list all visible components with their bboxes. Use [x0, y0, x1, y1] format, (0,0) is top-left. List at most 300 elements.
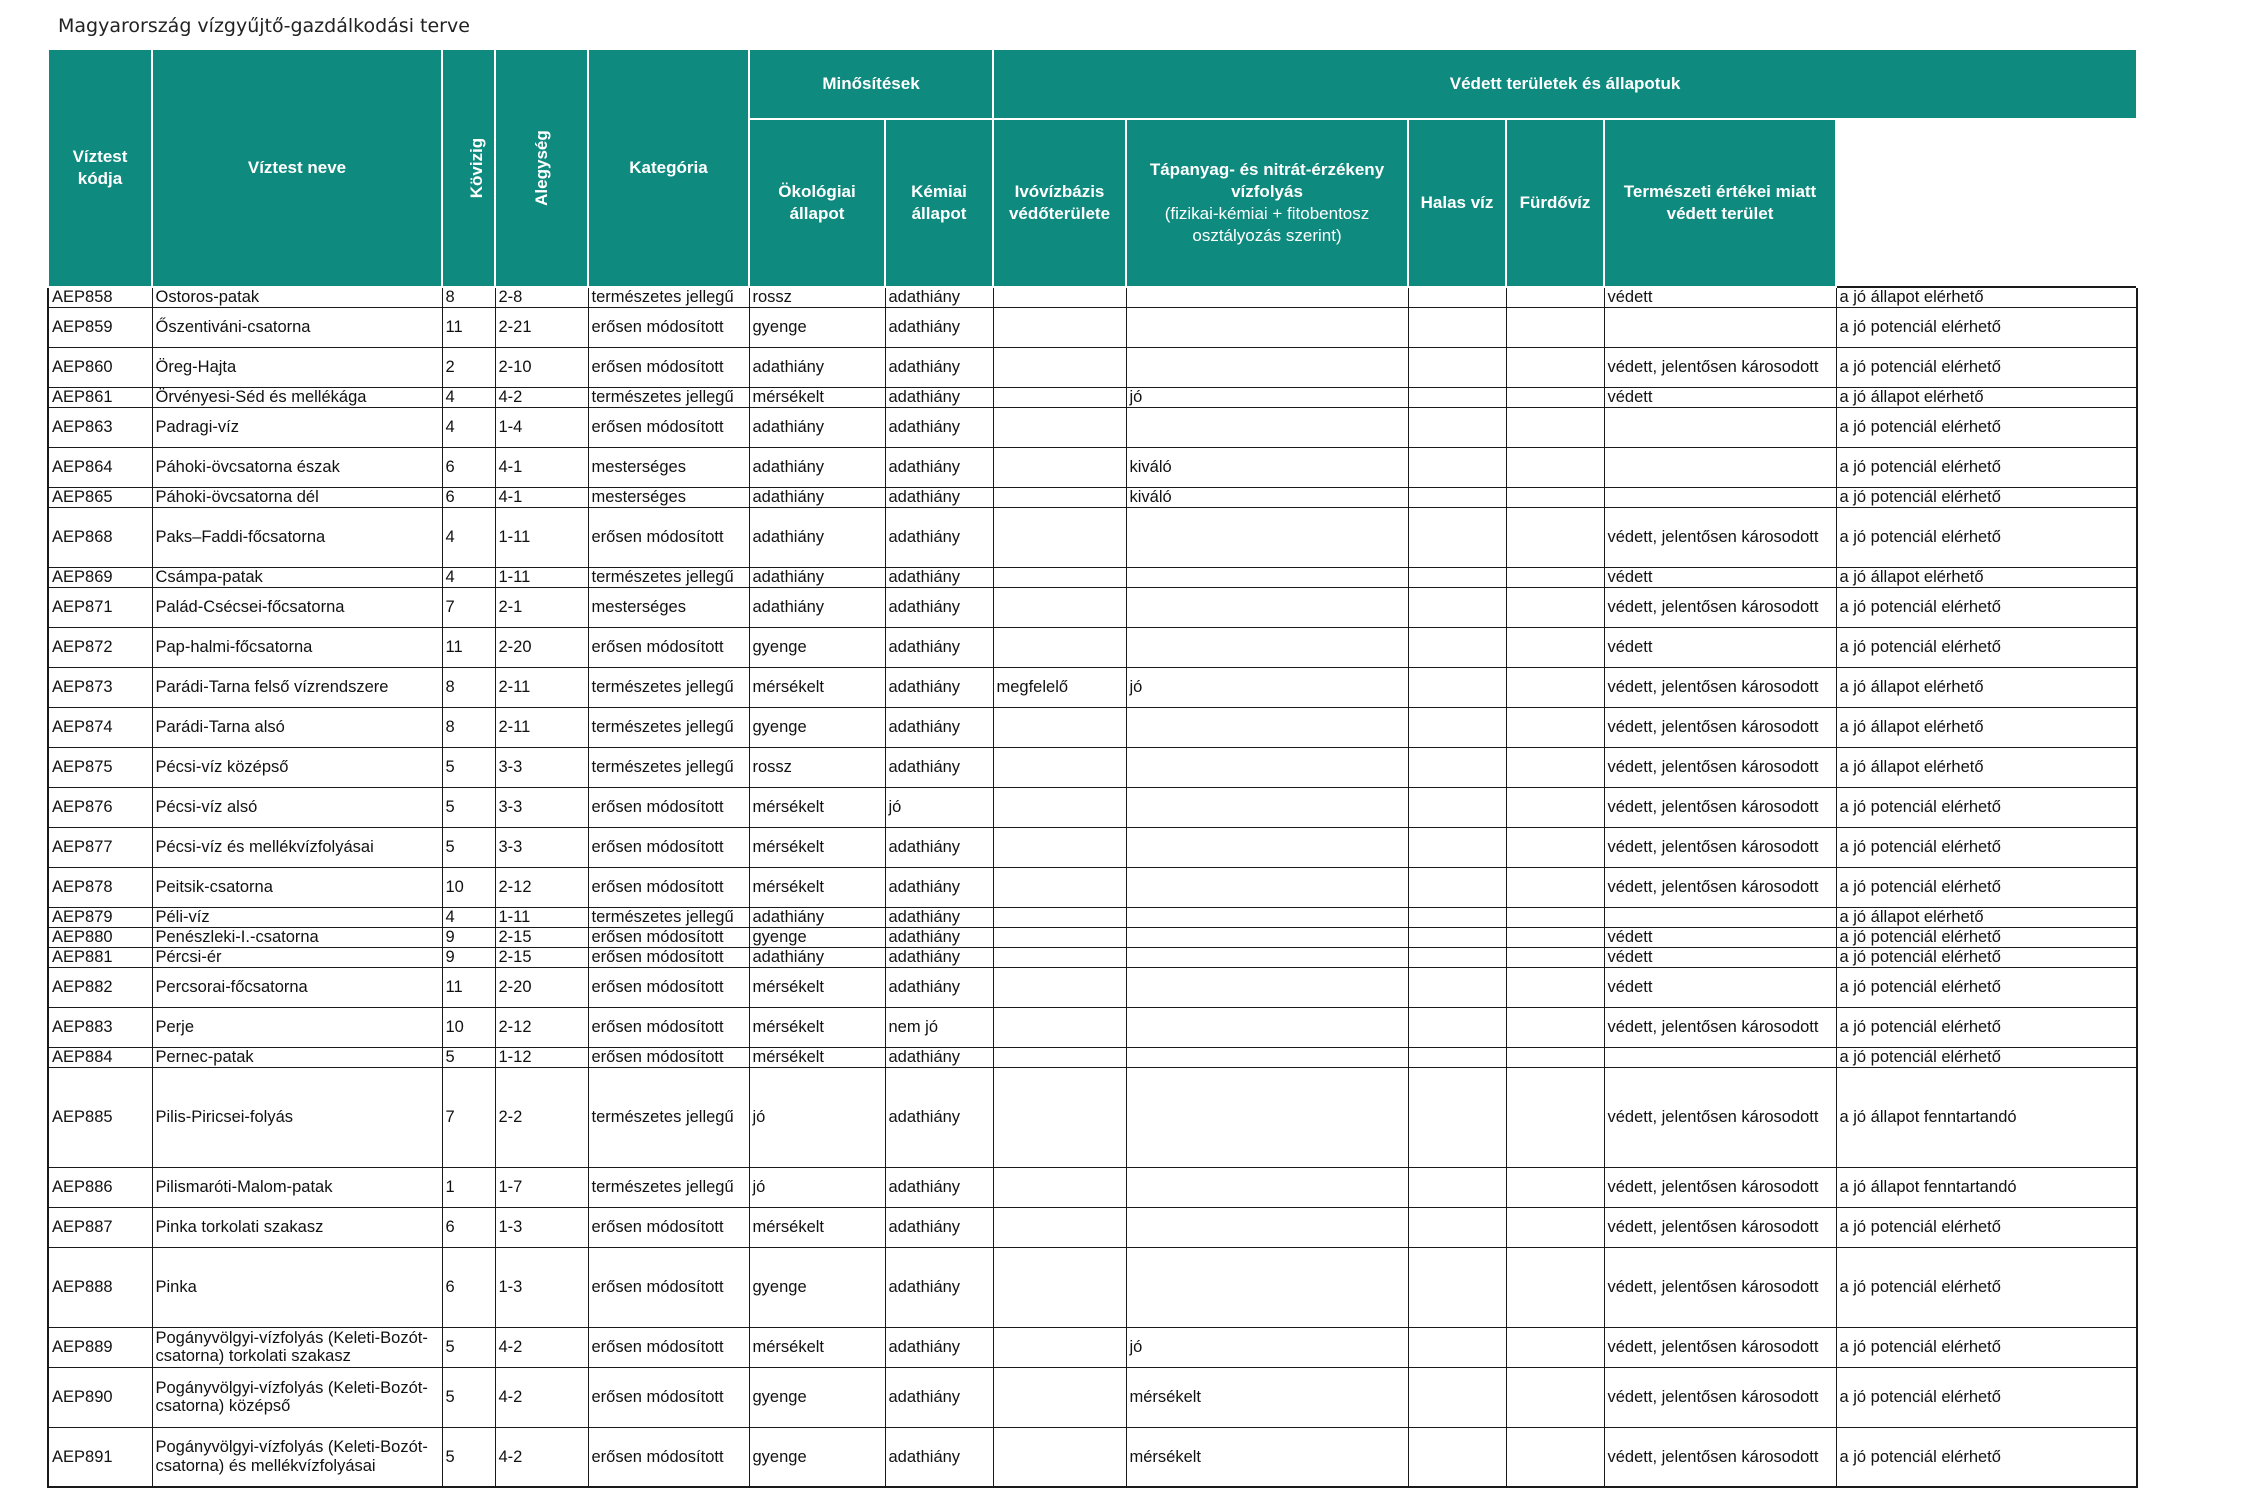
cell-alegyseg: 1-11: [495, 567, 588, 587]
cell-okologiai: rossz: [749, 287, 885, 307]
cell-name: Pernec-patak: [152, 1047, 442, 1067]
table-row: [48, 1007, 2137, 1047]
cell-cel: a jó állapot elérhető: [1836, 907, 2137, 927]
cell-tapanyag: [1126, 907, 1408, 927]
cell-alegyseg: 1-11: [495, 507, 588, 567]
cell-tapanyag: [1126, 967, 1408, 1007]
cell-cel: a jó potenciál elérhető: [1836, 627, 2137, 667]
cell-alegyseg: 2-15: [495, 947, 588, 967]
table-row: [48, 1067, 2137, 1167]
cell-furdo: [1506, 1427, 1604, 1487]
cell-furdo: [1506, 347, 1604, 387]
cell-cel: a jó állapot elérhető: [1836, 287, 2137, 307]
cell-okologiai: mérsékelt: [749, 667, 885, 707]
cell-ivoviz: [993, 1007, 1126, 1047]
cell-kategoria: erősen módosított: [588, 347, 749, 387]
table-row: [48, 1367, 2137, 1427]
cell-kemiai: adathiány: [885, 507, 993, 567]
cell-okologiai: gyenge: [749, 1247, 885, 1327]
cell-ivoviz: [993, 347, 1126, 387]
cell-name: Pogányvölgyi-vízfolyás (Keleti-Bozót-csatorna) és mellékvízfolyásai: [152, 1427, 442, 1487]
table-row: [48, 907, 2137, 927]
cell-kovizig: 6: [442, 447, 495, 487]
cell-code: AEP884: [48, 1047, 152, 1067]
cell-kategoria: erősen módosított: [588, 1247, 749, 1327]
cell-name: Pap-halmi-főcsatorna: [152, 627, 442, 667]
cell-cel: a jó állapot fenntartandó: [1836, 1167, 2137, 1207]
cell-tapanyag: [1126, 827, 1408, 867]
cell-furdo: [1506, 747, 1604, 787]
cell-halas: [1408, 587, 1506, 627]
cell-cel: a jó potenciál elérhető: [1836, 487, 2137, 507]
cell-kemiai: adathiány: [885, 347, 993, 387]
cell-halas: [1408, 707, 1506, 747]
cell-code: AEP878: [48, 867, 152, 907]
header-name: Víztest neve: [152, 49, 442, 287]
cell-kategoria: erősen módosított: [588, 827, 749, 867]
cell-furdo: [1506, 947, 1604, 967]
cell-okologiai: adathiány: [749, 947, 885, 967]
cell-kemiai: adathiány: [885, 447, 993, 487]
cell-ivoviz: [993, 747, 1126, 787]
cell-alegyseg: 4-1: [495, 487, 588, 507]
cell-kategoria: természetes jellegű: [588, 907, 749, 927]
cell-tapanyag: [1126, 947, 1408, 967]
cell-termeszeti: védett: [1604, 927, 1836, 947]
cell-kovizig: 4: [442, 387, 495, 407]
cell-halas: [1408, 667, 1506, 707]
water-body-table: [47, 48, 2242, 1488]
cell-termeszeti: védett, jelentősen károsodott: [1604, 347, 1836, 387]
cell-cel: a jó potenciál elérhető: [1836, 1327, 2137, 1367]
table-row: [48, 487, 2137, 507]
cell-alegyseg: 2-10: [495, 347, 588, 387]
header-okologiai: Ökológiai állapot: [749, 119, 885, 287]
cell-okologiai: gyenge: [749, 707, 885, 747]
cell-name: Parádi-Tarna alsó: [152, 707, 442, 747]
cell-termeszeti: védett, jelentősen károsodott: [1604, 587, 1836, 627]
cell-code: AEP891: [48, 1427, 152, 1487]
table-row: [48, 447, 2137, 487]
cell-kovizig: 11: [442, 967, 495, 1007]
cell-halas: [1408, 1207, 1506, 1247]
cell-alegyseg: 3-3: [495, 787, 588, 827]
cell-code: AEP871: [48, 587, 152, 627]
table-row: [48, 1207, 2137, 1247]
cell-kategoria: természetes jellegű: [588, 667, 749, 707]
cell-cel: a jó potenciál elérhető: [1836, 507, 2137, 567]
cell-code: AEP882: [48, 967, 152, 1007]
cell-furdo: [1506, 387, 1604, 407]
cell-name: Pogányvölgyi-vízfolyás (Keleti-Bozót-csatorna) középső: [152, 1367, 442, 1427]
cell-name: Pécsi-víz középső: [152, 747, 442, 787]
cell-alegyseg: 1-7: [495, 1167, 588, 1207]
cell-okologiai: gyenge: [749, 627, 885, 667]
cell-name: Pécsi-víz alsó: [152, 787, 442, 827]
cell-furdo: [1506, 1367, 1604, 1427]
cell-okologiai: gyenge: [749, 1427, 885, 1487]
cell-tapanyag: [1126, 347, 1408, 387]
cell-termeszeti: védett, jelentősen károsodott: [1604, 1247, 1836, 1327]
cell-alegyseg: 2-21: [495, 307, 588, 347]
cell-kategoria: erősen módosított: [588, 1327, 749, 1367]
cell-kovizig: 5: [442, 1047, 495, 1067]
cell-name: Pilis-Piricsei-folyás: [152, 1067, 442, 1167]
cell-cel: a jó potenciál elérhető: [1836, 787, 2137, 827]
cell-furdo: [1506, 827, 1604, 867]
cell-name: Csámpa-patak: [152, 567, 442, 587]
cell-okologiai: rossz: [749, 747, 885, 787]
cell-termeszeti: [1604, 307, 1836, 347]
cell-ivoviz: [993, 1047, 1126, 1067]
table-row: [48, 1427, 2137, 1487]
cell-kovizig: 8: [442, 707, 495, 747]
cell-okologiai: jó: [749, 1067, 885, 1167]
cell-kemiai: adathiány: [885, 1207, 993, 1247]
cell-furdo: [1506, 967, 1604, 1007]
cell-halas: [1408, 1167, 1506, 1207]
cell-name: Paks–Faddi-főcsatorna: [152, 507, 442, 567]
cell-furdo: [1506, 567, 1604, 587]
cell-okologiai: adathiány: [749, 407, 885, 447]
cell-tapanyag: [1126, 927, 1408, 947]
cell-okologiai: adathiány: [749, 487, 885, 507]
table-row: [48, 587, 2137, 627]
cell-okologiai: gyenge: [749, 1367, 885, 1427]
cell-ivoviz: [993, 407, 1126, 447]
cell-ivoviz: [993, 827, 1126, 867]
cell-ivoviz: [993, 447, 1126, 487]
cell-kategoria: erősen módosított: [588, 967, 749, 1007]
cell-tapanyag: jó: [1126, 1327, 1408, 1367]
cell-kemiai: adathiány: [885, 967, 993, 1007]
cell-code: AEP874: [48, 707, 152, 747]
header-vedett: Védett területek és állapotuk: [993, 49, 2137, 119]
cell-alegyseg: 1-3: [495, 1247, 588, 1327]
cell-alegyseg: 2-11: [495, 707, 588, 747]
cell-cel: a jó potenciál elérhető: [1836, 587, 2137, 627]
cell-name: Padragi-víz: [152, 407, 442, 447]
cell-kovizig: 5: [442, 1427, 495, 1487]
cell-name: Páhoki-övcsatorna észak: [152, 447, 442, 487]
cell-code: AEP872: [48, 627, 152, 667]
cell-name: Penészleki-I.-csatorna: [152, 927, 442, 947]
cell-ivoviz: [993, 507, 1126, 567]
cell-furdo: [1506, 1167, 1604, 1207]
cell-okologiai: mérsékelt: [749, 867, 885, 907]
cell-okologiai: mérsékelt: [749, 1327, 885, 1367]
cell-tapanyag: kiváló: [1126, 487, 1408, 507]
cell-alegyseg: 4-2: [495, 387, 588, 407]
cell-cel: a jó potenciál elérhető: [1836, 347, 2137, 387]
cell-code: AEP883: [48, 1007, 152, 1047]
cell-alegyseg: 2-2: [495, 1067, 588, 1167]
cell-kemiai: adathiány: [885, 1367, 993, 1427]
cell-kemiai: adathiány: [885, 307, 993, 347]
cell-ivoviz: [993, 287, 1126, 307]
table-row: [48, 287, 2137, 307]
cell-alegyseg: 1-12: [495, 1047, 588, 1067]
cell-cel: a jó potenciál elérhető: [1836, 967, 2137, 1007]
cell-kovizig: 5: [442, 747, 495, 787]
cell-furdo: [1506, 1047, 1604, 1067]
cell-ivoviz: [993, 787, 1126, 827]
cell-kemiai: adathiány: [885, 407, 993, 447]
cell-ivoviz: [993, 967, 1126, 1007]
cell-code: AEP877: [48, 827, 152, 867]
cell-termeszeti: védett, jelentősen károsodott: [1604, 507, 1836, 567]
cell-tapanyag: mérsékelt: [1126, 1427, 1408, 1487]
cell-kemiai: adathiány: [885, 387, 993, 407]
cell-halas: [1408, 1247, 1506, 1327]
cell-termeszeti: védett, jelentősen károsodott: [1604, 1367, 1836, 1427]
cell-code: AEP868: [48, 507, 152, 567]
cell-tapanyag: [1126, 1047, 1408, 1067]
cell-name: Öreg-Hajta: [152, 347, 442, 387]
cell-tapanyag: jó: [1126, 387, 1408, 407]
header-kemiai: Kémiai állapot: [885, 119, 993, 287]
cell-alegyseg: 3-3: [495, 827, 588, 867]
cell-code: AEP887: [48, 1207, 152, 1247]
cell-cel: a jó potenciál elérhető: [1836, 407, 2137, 447]
cell-kemiai: adathiány: [885, 1047, 993, 1067]
cell-cel: a jó potenciál elérhető: [1836, 867, 2137, 907]
cell-kategoria: erősen módosított: [588, 1047, 749, 1067]
cell-alegyseg: 4-2: [495, 1367, 588, 1427]
cell-furdo: [1506, 447, 1604, 487]
header-halas: Halas víz: [1408, 119, 1506, 287]
cell-termeszeti: védett, jelentősen károsodott: [1604, 1067, 1836, 1167]
cell-cel: a jó állapot fenntartandó: [1836, 1067, 2137, 1167]
cell-tapanyag: [1126, 1067, 1408, 1167]
table-row: [48, 1327, 2137, 1367]
cell-tapanyag: [1126, 627, 1408, 667]
cell-halas: [1408, 407, 1506, 447]
cell-code: AEP859: [48, 307, 152, 347]
cell-alegyseg: 3-3: [495, 747, 588, 787]
cell-code: AEP885: [48, 1067, 152, 1167]
cell-furdo: [1506, 1007, 1604, 1047]
cell-kategoria: erősen módosított: [588, 867, 749, 907]
cell-name: Péli-víz: [152, 907, 442, 927]
cell-termeszeti: védett, jelentősen károsodott: [1604, 747, 1836, 787]
cell-kovizig: 11: [442, 307, 495, 347]
cell-tapanyag: [1126, 867, 1408, 907]
cell-kategoria: erősen módosított: [588, 927, 749, 947]
cell-name: Perje: [152, 1007, 442, 1047]
cell-code: AEP886: [48, 1167, 152, 1207]
cell-cel: a jó állapot elérhető: [1836, 747, 2137, 787]
cell-halas: [1408, 307, 1506, 347]
cell-furdo: [1506, 927, 1604, 947]
cell-kovizig: 1: [442, 1167, 495, 1207]
cell-okologiai: mérsékelt: [749, 827, 885, 867]
cell-termeszeti: védett, jelentősen károsodott: [1604, 787, 1836, 827]
document-title: Magyarország vízgyűjtő-gazdálkodási terve: [58, 15, 470, 37]
cell-halas: [1408, 1067, 1506, 1167]
cell-kemiai: adathiány: [885, 907, 993, 927]
cell-cel: a jó potenciál elérhető: [1836, 1367, 2137, 1427]
cell-ivoviz: megfelelő: [993, 667, 1126, 707]
table-row: [48, 747, 2137, 787]
cell-kategoria: erősen módosított: [588, 307, 749, 347]
cell-okologiai: mérsékelt: [749, 1047, 885, 1067]
cell-ivoviz: [993, 587, 1126, 627]
cell-code: AEP890: [48, 1367, 152, 1427]
cell-furdo: [1506, 487, 1604, 507]
cell-ivoviz: [993, 487, 1126, 507]
cell-halas: [1408, 487, 1506, 507]
cell-alegyseg: 1-11: [495, 907, 588, 927]
cell-kemiai: adathiány: [885, 1247, 993, 1327]
cell-tapanyag: [1126, 1007, 1408, 1047]
cell-name: Páhoki-övcsatorna dél: [152, 487, 442, 507]
cell-code: AEP865: [48, 487, 152, 507]
table-row: [48, 627, 2137, 667]
cell-cel: a jó potenciál elérhető: [1836, 827, 2137, 867]
cell-kovizig: 9: [442, 947, 495, 967]
cell-kovizig: 6: [442, 1247, 495, 1327]
table-row: [48, 307, 2137, 347]
cell-kovizig: 9: [442, 927, 495, 947]
cell-termeszeti: védett, jelentősen károsodott: [1604, 867, 1836, 907]
cell-ivoviz: [993, 627, 1126, 667]
cell-cel: a jó állapot elérhető: [1836, 667, 2137, 707]
cell-furdo: [1506, 407, 1604, 447]
cell-termeszeti: védett, jelentősen károsodott: [1604, 1167, 1836, 1207]
cell-name: Parádi-Tarna felső vízrendszere: [152, 667, 442, 707]
cell-tapanyag: [1126, 1167, 1408, 1207]
cell-kemiai: adathiány: [885, 667, 993, 707]
cell-kemiai: jó: [885, 787, 993, 827]
cell-name: Pinka torkolati szakasz: [152, 1207, 442, 1247]
cell-code: AEP858: [48, 287, 152, 307]
table-row: [48, 867, 2137, 907]
cell-termeszeti: [1604, 487, 1836, 507]
cell-ivoviz: [993, 1167, 1126, 1207]
cell-kovizig: 7: [442, 587, 495, 627]
cell-kemiai: adathiány: [885, 1327, 993, 1367]
cell-kemiai: adathiány: [885, 1427, 993, 1487]
cell-code: AEP864: [48, 447, 152, 487]
cell-name: Ostoros-patak: [152, 287, 442, 307]
cell-okologiai: adathiány: [749, 447, 885, 487]
cell-ivoviz: [993, 927, 1126, 947]
cell-okologiai: adathiány: [749, 907, 885, 927]
cell-halas: [1408, 1327, 1506, 1367]
cell-alegyseg: 4-2: [495, 1327, 588, 1367]
cell-tapanyag: [1126, 1247, 1408, 1327]
cell-code: AEP876: [48, 787, 152, 827]
cell-halas: [1408, 747, 1506, 787]
cell-furdo: [1506, 867, 1604, 907]
cell-kovizig: 11: [442, 627, 495, 667]
cell-kovizig: 4: [442, 907, 495, 927]
cell-code: AEP889: [48, 1327, 152, 1367]
cell-name: Pércsi-ér: [152, 947, 442, 967]
cell-tapanyag: [1126, 287, 1408, 307]
cell-kemiai: adathiány: [885, 587, 993, 627]
cell-kategoria: természetes jellegű: [588, 747, 749, 787]
cell-kovizig: 5: [442, 827, 495, 867]
cell-code: AEP888: [48, 1247, 152, 1327]
cell-halas: [1408, 927, 1506, 947]
cell-furdo: [1506, 307, 1604, 347]
header-tapanyag-title: Tápanyag- és nitrát-érzékeny vízfolyás: [1149, 159, 1385, 201]
cell-kategoria: természetes jellegű: [588, 387, 749, 407]
cell-termeszeti: védett, jelentősen károsodott: [1604, 667, 1836, 707]
cell-kemiai: adathiány: [885, 827, 993, 867]
cell-kemiai: adathiány: [885, 1067, 993, 1167]
cell-code: AEP860: [48, 347, 152, 387]
cell-alegyseg: 2-12: [495, 1007, 588, 1047]
cell-okologiai: mérsékelt: [749, 1207, 885, 1247]
cell-cel: a jó potenciál elérhető: [1836, 1007, 2137, 1047]
cell-termeszeti: védett: [1604, 627, 1836, 667]
cell-okologiai: adathiány: [749, 507, 885, 567]
header-termeszeti: Természeti értékei miatt védett terület: [1604, 119, 1836, 287]
cell-kovizig: 8: [442, 287, 495, 307]
cell-kategoria: mesterséges: [588, 487, 749, 507]
header-code: Víztest kódja: [48, 49, 152, 287]
cell-okologiai: mérsékelt: [749, 387, 885, 407]
cell-termeszeti: védett, jelentősen károsodott: [1604, 1427, 1836, 1487]
cell-ivoviz: [993, 907, 1126, 927]
cell-termeszeti: védett, jelentősen károsodott: [1604, 1007, 1836, 1047]
cell-ivoviz: [993, 707, 1126, 747]
cell-kovizig: 4: [442, 507, 495, 567]
cell-cel: a jó potenciál elérhető: [1836, 307, 2137, 347]
cell-cel: a jó potenciál elérhető: [1836, 947, 2137, 967]
cell-furdo: [1506, 627, 1604, 667]
cell-termeszeti: védett, jelentősen károsodott: [1604, 707, 1836, 747]
cell-furdo: [1506, 287, 1604, 307]
cell-alegyseg: 2-11: [495, 667, 588, 707]
cell-ivoviz: [993, 307, 1126, 347]
cell-kemiai: adathiány: [885, 567, 993, 587]
cell-furdo: [1506, 1067, 1604, 1167]
cell-alegyseg: 2-20: [495, 967, 588, 1007]
header-tapanyag-sub: (fizikai-kémiai + fitobentosz osztályozás szerint): [1164, 204, 1370, 246]
cell-kategoria: erősen módosított: [588, 947, 749, 967]
cell-kovizig: 5: [442, 1367, 495, 1427]
cell-halas: [1408, 907, 1506, 927]
cell-halas: [1408, 967, 1506, 1007]
cell-tapanyag: [1126, 587, 1408, 627]
cell-ivoviz: [993, 1067, 1126, 1167]
cell-name: Pogányvölgyi-vízfolyás (Keleti-Bozót-csatorna) torkolati szakasz: [152, 1327, 442, 1367]
cell-cel: a jó állapot elérhető: [1836, 567, 2137, 587]
cell-okologiai: gyenge: [749, 307, 885, 347]
cell-kemiai: adathiány: [885, 747, 993, 787]
cell-kategoria: természetes jellegű: [588, 1067, 749, 1167]
cell-tapanyag: [1126, 787, 1408, 827]
cell-cel: a jó potenciál elérhető: [1836, 1247, 2137, 1327]
cell-kategoria: természetes jellegű: [588, 1167, 749, 1207]
cell-code: AEP863: [48, 407, 152, 447]
cell-termeszeti: [1604, 447, 1836, 487]
table-row: [48, 347, 2137, 387]
cell-ivoviz: [993, 1207, 1126, 1247]
cell-alegyseg: 2-8: [495, 287, 588, 307]
cell-furdo: [1506, 787, 1604, 827]
cell-furdo: [1506, 587, 1604, 627]
table-row: [48, 667, 2137, 707]
cell-kategoria: mesterséges: [588, 587, 749, 627]
cell-kategoria: erősen módosított: [588, 787, 749, 827]
cell-tapanyag: [1126, 507, 1408, 567]
cell-cel: a jó potenciál elérhető: [1836, 1207, 2137, 1247]
